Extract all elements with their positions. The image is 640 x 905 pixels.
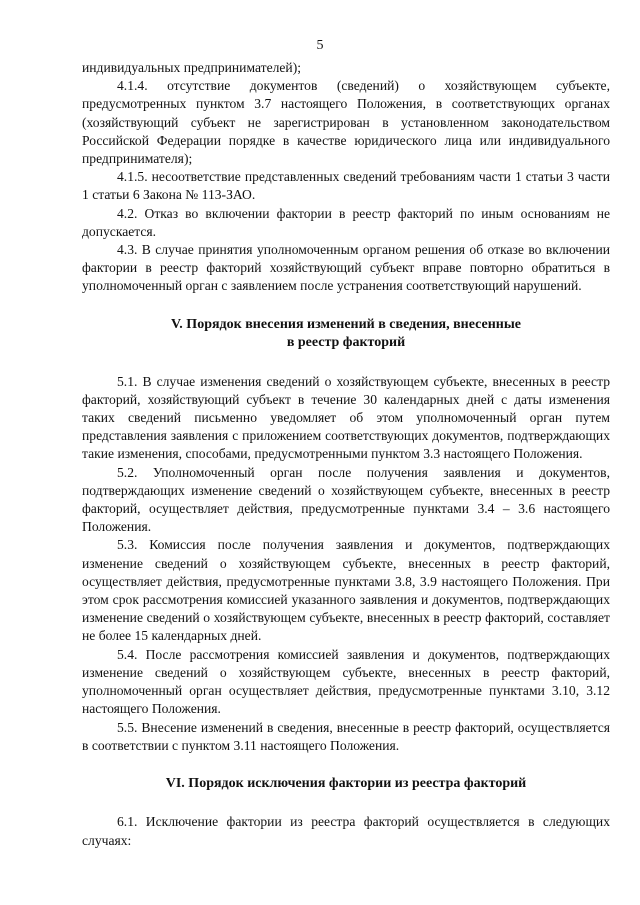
page-number: 5 [316, 38, 324, 53]
paragraph-6-1: 6.1. Исключение фактории из реестра факторий осуществляется в следующих случаях: [82, 814, 610, 848]
section-5-heading-line-2: в реестр факторий [286, 335, 406, 351]
spacer [82, 755, 610, 775]
paragraph-5-1: 5.1. В случае изменения сведений о хозяйствующем субъекте, внесенных в реестр факторий, хозяйствующий субъект в течение 30 календарных дней с даты изменения таких сведений письменно уведомляет об этом уполномоченный орган путем представления заявления с приложением соответствующих документов, подтверждающих такие изменения, способами, предусмотренными пунктом 3.3 настоящего Положения. [82, 373, 610, 462]
section-5-heading-line-1: V. Порядок внесения изменений в сведения, внесенные [171, 316, 521, 332]
paragraph-5-4: 5.4. После рассмотрения комиссией заявления и документов, подтверждающих изменение сведений о хозяйствующем субъекте, внесенных в реестр факторий, уполномоченный орган осуществляет действия, предусмотренные пунктами 3.10, 3.12 настоящего Положения. [82, 646, 610, 717]
paragraph-4-2: 4.2. Отказ во включении фактории в реестр факторий по иным основаниям не допускается. [82, 205, 610, 239]
paragraph-5-2: 5.2. Уполномоченный орган после получения заявления и документов, подтверждающих изменение сведений о хозяйствующем субъекте, внесенных в реестр факторий, осуществляет действия, предусмотренные пунктами 3.4 – 3.6 настоящего Положения. [82, 464, 610, 535]
paragraph-continuation: индивидуальных предпринимателей); [82, 60, 302, 75]
paragraph-5-5: 5.5. Внесение изменений в сведения, внесенные в реестр факторий, осуществляется в соответствии с пунктом 3.11 настоящего Положения. [82, 719, 610, 753]
paragraph-4-1-4: 4.1.4. отсутствие документов (сведений) о хозяйствующем субъекте, предусмотренных пунктом 3.7 настоящего Положения, в соответствующих органах (хозяйствующий субъект не зарегистрирован в установленном законодательством Российской Федерации порядке в качестве юридического лица или индивидуального предпринимателя); [82, 78, 610, 167]
section-6-heading: VI. Порядок исключения фактории из реестра факторий [165, 775, 527, 791]
paragraph-5-3: 5.3. Комиссия после получения заявления и документов, подтверждающих изменение сведений о хозяйствующем субъекте, внесенных в реестр факторий, осуществляет действия, предусмотренные пунктами 3.8, 3.9 настоящего Положения. При этом срок рассмотрения комиссией указанного заявления и документов, подтверждающих изменение сведений о хозяйствующем субъекте, внесенных в реестр факторий, составляет не более 15 календарных дней. [82, 537, 610, 644]
document-body [82, 59, 610, 850]
paragraph-4-3: 4.3. В случае принятия уполномоченным органом решения об отказе во включении фактории в реестр факторий хозяйствующий субъект вправе повторно обратиться в уполномоченный орган с заявлением после устранения соответствующий нарушений. [82, 242, 610, 294]
spacer [82, 296, 610, 316]
spacer [82, 793, 610, 813]
paragraph-4-1-5: 4.1.5. несоответствие представленных сведений требованиям части 1 статьи 3 части 1 статьи 6 Закона № 113-ЗАО. [82, 169, 610, 203]
spacer [82, 353, 610, 373]
